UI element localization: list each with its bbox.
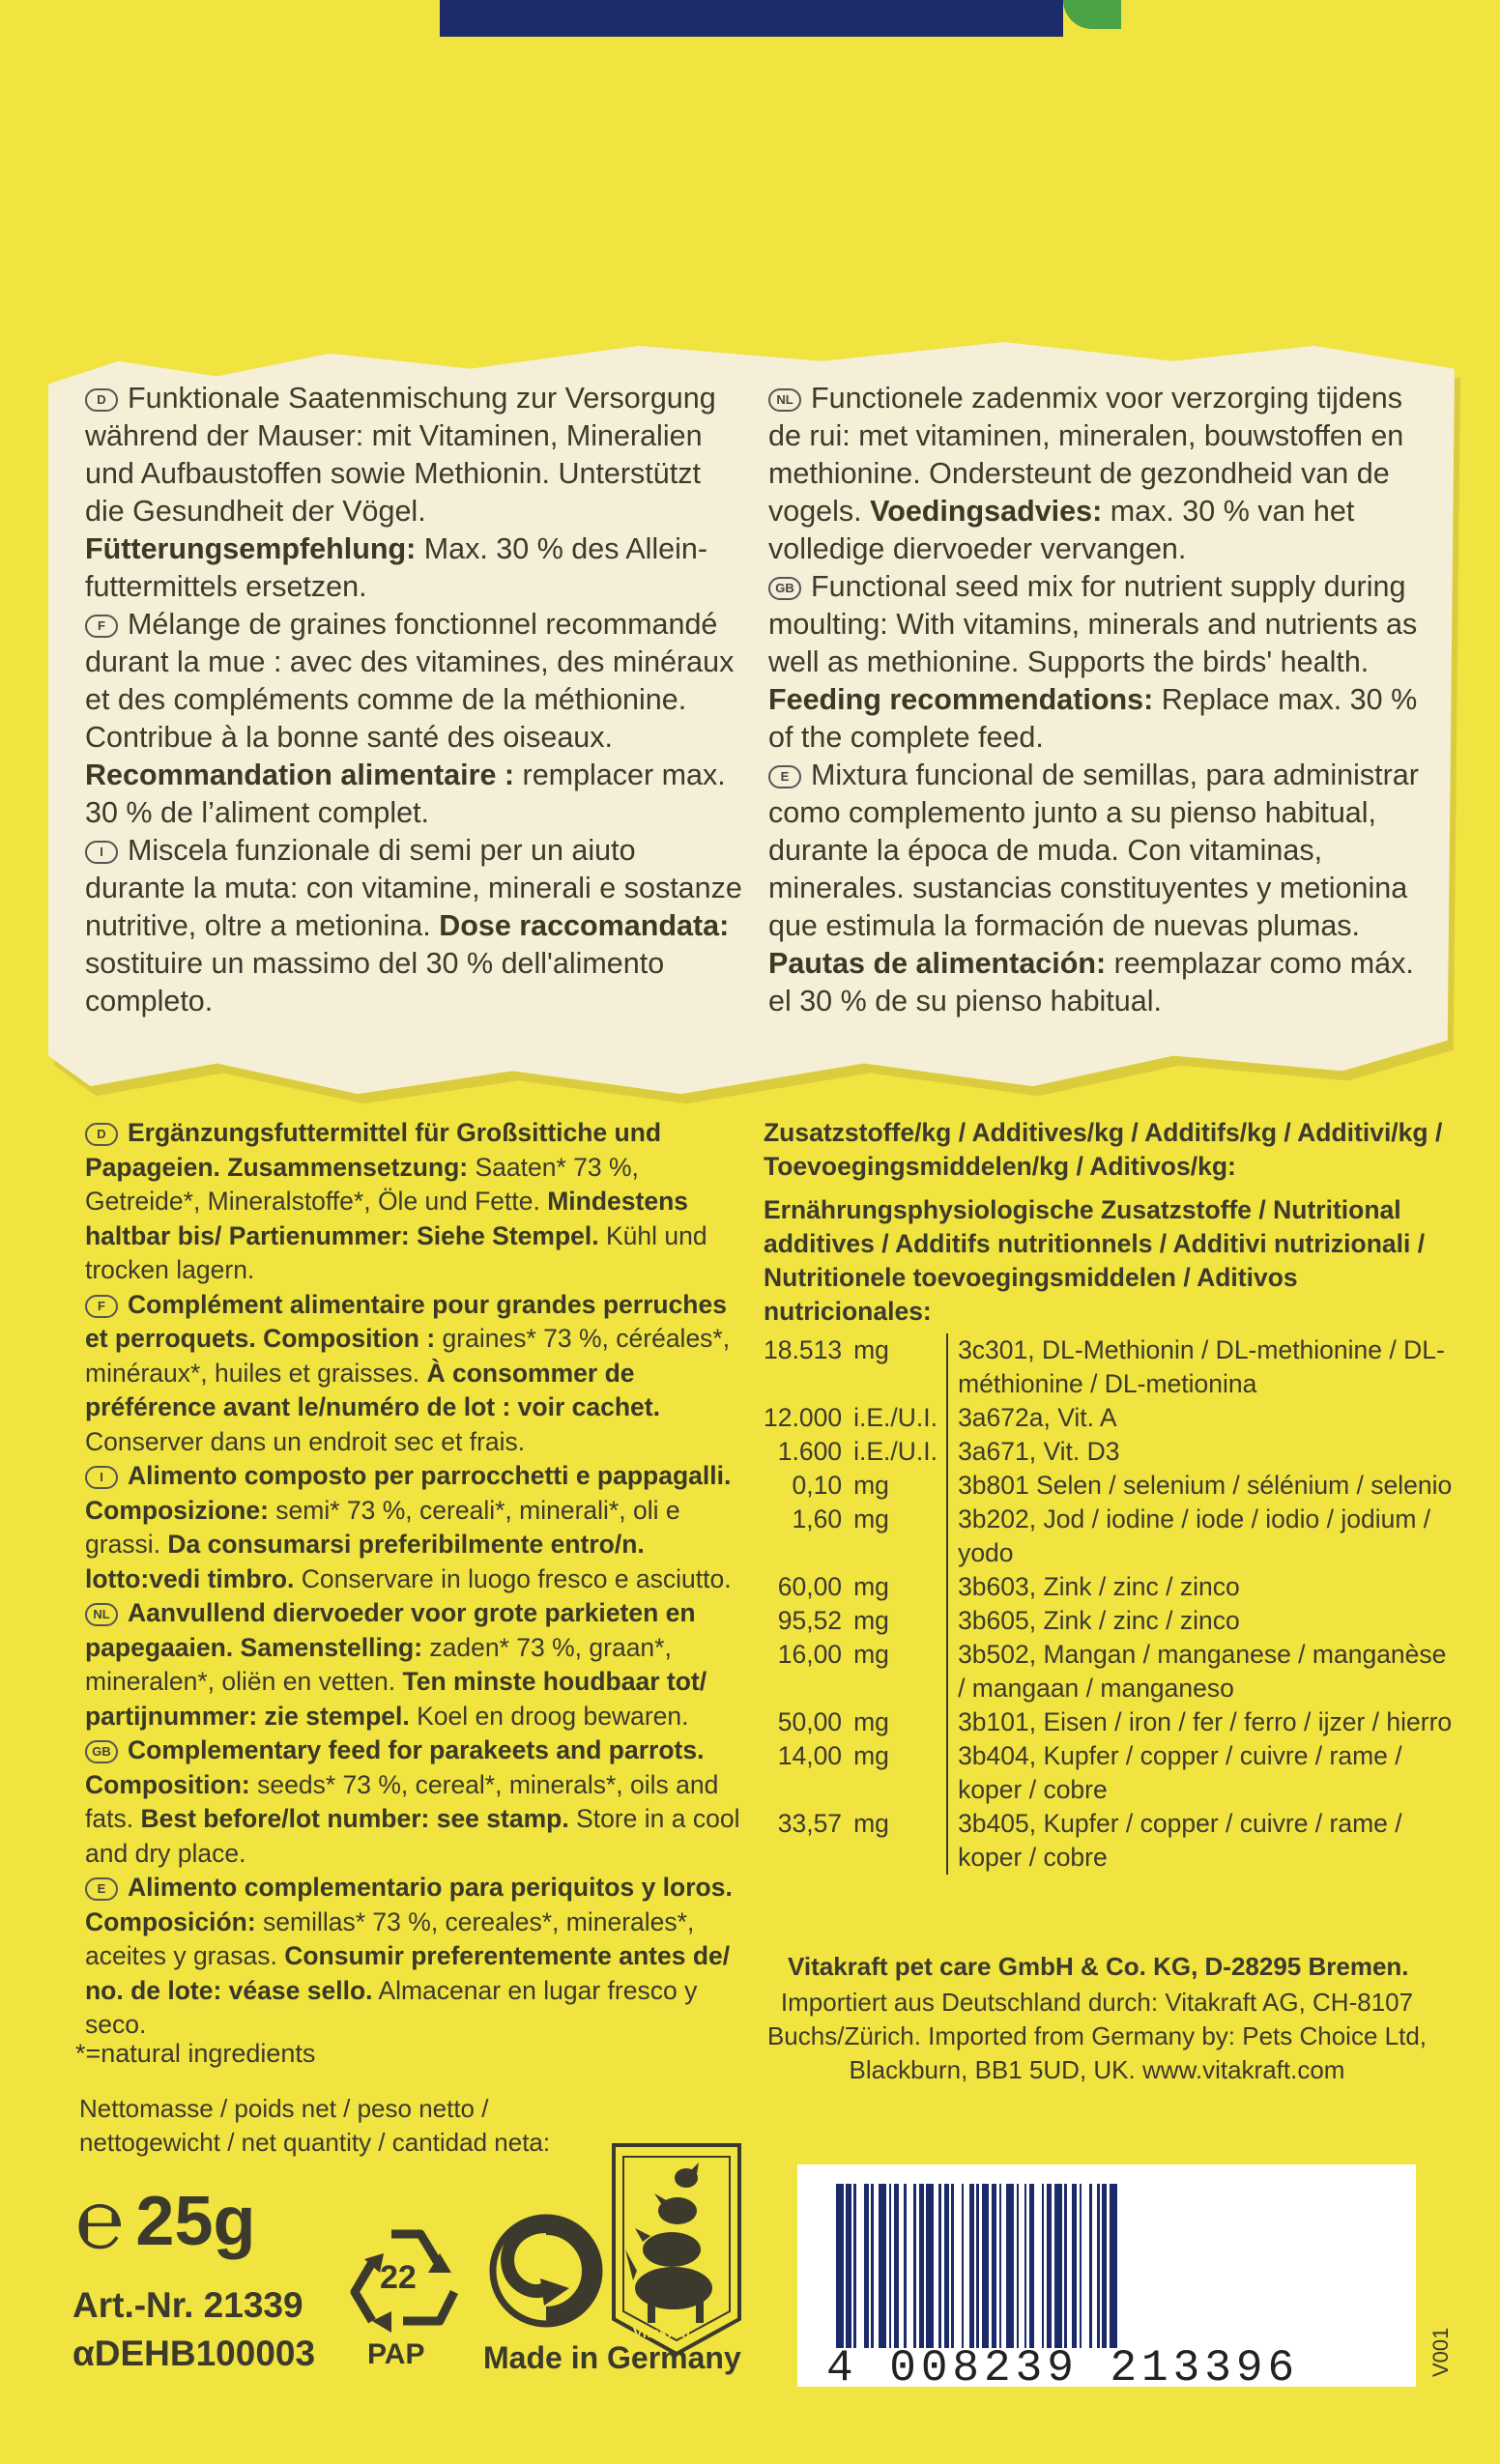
barcode-bar bbox=[1082, 2184, 1089, 2348]
comp-best-before: Mindestens haltbar bis/ Partienummer: Siehe Stempel. bbox=[85, 1187, 689, 1250]
barcode-bar bbox=[1006, 2184, 1014, 2348]
lang-badge: E bbox=[85, 1877, 118, 1901]
additive-desc: 3b605, Zink / zinc / zinco bbox=[958, 1606, 1240, 1635]
comp-storage: Store in a cool and dry place. bbox=[85, 1804, 740, 1868]
additive-num: 0,10 bbox=[792, 1471, 843, 1500]
net-weight bbox=[75, 2174, 256, 2268]
barcode-bar bbox=[836, 2184, 844, 2348]
natural-note: *=natural ingredients bbox=[75, 2039, 316, 2068]
lang-badge: NL bbox=[85, 1603, 118, 1626]
additive-unit: mg bbox=[848, 1469, 947, 1503]
comp-title: Complementary feed for parakeets and parrots. Composition: bbox=[85, 1735, 705, 1799]
barcode-bar bbox=[982, 2184, 990, 2348]
paper-entry-nl bbox=[768, 380, 1421, 568]
entry-text: Functional seed mix for nutrient supply during moulting: With vitamins, minerals and nutrients as well as methionine. Supports the birds' health. bbox=[768, 570, 1418, 678]
net-value: 25g bbox=[135, 2182, 256, 2260]
lang-badge: GB bbox=[85, 1740, 118, 1763]
additive-desc: 3b603, Zink / zinc / zinco bbox=[958, 1572, 1240, 1601]
additive-desc: 3b502, Mangan / manganese / manganèse / mangaan / manganeso bbox=[958, 1640, 1447, 1703]
lang-badge: F bbox=[85, 1295, 118, 1318]
additive-num: 60,00 bbox=[777, 1572, 843, 1601]
additive-unit: i.E./U.I. bbox=[848, 1435, 947, 1469]
additive-unit: mg bbox=[848, 1333, 947, 1401]
additive-unit: mg bbox=[848, 1570, 947, 1604]
composition-column bbox=[85, 1116, 742, 2043]
additive-row bbox=[764, 1435, 1459, 1469]
paper-entry-e bbox=[768, 757, 1421, 1020]
pap-number: 22 bbox=[380, 2259, 417, 2296]
lang-badge: D bbox=[85, 388, 118, 412]
net-label: Nettomasse / poids net / peso netto / nettogewicht / net quantity / cantidad neta: bbox=[79, 2094, 551, 2157]
lang-badge: F bbox=[85, 615, 118, 638]
additive-num: 1.600 bbox=[777, 1437, 843, 1466]
composition-d bbox=[85, 1116, 742, 1288]
additives-table bbox=[764, 1333, 1459, 1875]
additive-num: 1,60 bbox=[792, 1504, 843, 1533]
entry-text: Miscela funzionale di semi per un aiuto durante la muta: con vitamine, minerali e sostanze nutritive, oltre a metionina. bbox=[85, 834, 742, 942]
additive-num: 95,52 bbox=[777, 1606, 843, 1635]
comp-best-before: À consommer de préférence avant le/numéro de lot : voir cachet. bbox=[85, 1358, 660, 1421]
rec-text: remplacer max. 30 % de l’aliment complet. bbox=[85, 759, 726, 829]
article-number: Art.-Nr. 21339 bbox=[72, 2285, 303, 2325]
additive-desc: 3b202, Jod / iodine / iode / iodio / jodium / yodo bbox=[958, 1504, 1431, 1567]
comp-storage: Koel en droog bewaren. bbox=[409, 1701, 689, 1731]
paper-entry-gb bbox=[768, 568, 1421, 757]
barcode-bar bbox=[1034, 2184, 1042, 2348]
top-green-accent bbox=[1063, 0, 1121, 29]
additive-row bbox=[764, 1739, 1459, 1807]
additive-row bbox=[764, 1705, 1459, 1739]
additive-num: 33,57 bbox=[777, 1809, 843, 1838]
additive-desc: 3b404, Kupfer / copper / cuivre / rame / koper / cobre bbox=[958, 1741, 1402, 1804]
comp-title: Ergänzungsfuttermittel für Großsittiche und Papageien. Zusammensetzung: bbox=[85, 1118, 662, 1182]
comp-best-before: Da consumarsi preferibilmente entro/n. lotto:vedi timbro. bbox=[85, 1530, 645, 1593]
comp-ingredients: seeds* 73 %, cereal*, minerals*, oils and fats. bbox=[85, 1769, 719, 1833]
comp-title: Alimento complementario para periquitos y loros. Composición: bbox=[85, 1873, 733, 1936]
lang-badge: GB bbox=[768, 577, 801, 600]
made-in-germany: Made in Germany bbox=[483, 2340, 741, 2375]
lang-badge: NL bbox=[768, 388, 801, 412]
version-code: V001 bbox=[1428, 2327, 1453, 2377]
additive-unit: mg bbox=[848, 1638, 947, 1705]
barcode-bar bbox=[1110, 2184, 1117, 2348]
composition-gb bbox=[85, 1733, 742, 1871]
comp-title: Complément alimentaire pour grandes perruches et perroquets. Composition : bbox=[85, 1289, 727, 1353]
comp-title: Alimento composto per parrocchetti e pappagalli. Composizione: bbox=[85, 1461, 732, 1525]
additive-desc: 3b405, Kupfer / copper / cuivre / rame / koper / cobre bbox=[958, 1809, 1402, 1872]
additive-row bbox=[764, 1638, 1459, 1705]
comp-storage: Almacenar en lugar fresco y seco. bbox=[85, 1975, 698, 2039]
comp-best-before: Best before/lot number: see stamp. bbox=[140, 1804, 569, 1833]
comp-best-before: Ten minste houdbaar tot/ partijnummer: zie stempel. bbox=[85, 1667, 707, 1731]
importer-text: Importiert aus Deutschland durch: Vitakraft AG, CH-8107 Buchs/Zürich. Imported from Germany by: Pets Choice Ltd, Blackburn, BB1 5UD, UK. www.vitakraft.com bbox=[766, 1988, 1428, 2084]
composition-f bbox=[85, 1288, 742, 1460]
nutritional-header: Ernährungsphysiologische Zusatzstoffe / Nutritional additives / Additifs nutritionnels / Additivi nutrizionali / Nutritionele toevoegingsmiddelen / Aditivos nutricionales: bbox=[764, 1195, 1426, 1326]
paper-left-column bbox=[85, 380, 742, 1020]
rec-text: max. 30 % van het volledige diervoeder vervangen. bbox=[768, 495, 1355, 565]
barcode-bar bbox=[1117, 2184, 1120, 2348]
additive-unit: mg bbox=[848, 1807, 947, 1875]
rec-label: Voedingsadvies: bbox=[870, 495, 1103, 528]
rec-text: reemplazar como máx. el 30 % de su pienso habitual. bbox=[768, 947, 1414, 1017]
composition-e bbox=[85, 1871, 742, 2043]
rec-text: Max. 30 % des Alleinfuttermittels ersetzen. bbox=[85, 532, 708, 603]
estimated-sign-icon: ℮ bbox=[75, 2176, 125, 2266]
additive-unit: mg bbox=[848, 1705, 947, 1739]
entry-text: Mélange de graines fonctionnel recommandé durant la mue : avec des vitamines, des minéraux et des compléments comme de la méthionine. Contribue à la bonne santé des oiseaux. bbox=[85, 608, 735, 754]
additive-row bbox=[764, 1570, 1459, 1604]
rec-label: Recommandation alimentaire : bbox=[85, 759, 515, 791]
comp-storage: Kühl und trocken lagern. bbox=[85, 1220, 707, 1284]
additive-num: 18.513 bbox=[764, 1335, 843, 1364]
lang-badge: E bbox=[768, 765, 801, 788]
comp-title: Aanvullend diervoeder voor grote parkieten en papegaaien. Samenstelling: bbox=[85, 1598, 696, 1662]
additive-num: 12.000 bbox=[764, 1403, 843, 1432]
lang-badge: D bbox=[85, 1123, 118, 1146]
comp-storage: Conservare in luogo fresco e asciutto. bbox=[294, 1563, 732, 1593]
additive-row bbox=[764, 1401, 1459, 1435]
barcode-bar bbox=[1054, 2184, 1062, 2348]
additive-num: 16,00 bbox=[777, 1640, 843, 1669]
barcode-bar bbox=[907, 2184, 914, 2348]
top-navy-band bbox=[440, 0, 1063, 37]
additive-row bbox=[764, 1469, 1459, 1503]
barcode-digits: 4 008239 213396 bbox=[826, 2343, 1300, 2393]
comp-ingredients: semi* 73 %, cereali*, minerali*, oli e grassi. bbox=[85, 1495, 680, 1559]
paper-entry-i bbox=[85, 832, 742, 1020]
green-dot-icon bbox=[488, 2213, 604, 2329]
additive-unit: i.E./U.I. bbox=[848, 1401, 947, 1435]
comp-best-before: Consumir preferentemente antes de/ no. de lote: véase sello. bbox=[85, 1941, 731, 2005]
bremen-seal-icon bbox=[604, 2135, 749, 2358]
additive-unit: mg bbox=[848, 1604, 947, 1638]
paper-entry-f bbox=[85, 606, 742, 832]
additive-num: 50,00 bbox=[777, 1707, 843, 1736]
additive-num: 14,00 bbox=[777, 1741, 843, 1770]
lang-badge: I bbox=[85, 1466, 118, 1489]
additive-desc: 3a671, Vit. D3 bbox=[958, 1437, 1120, 1466]
additive-unit: mg bbox=[848, 1503, 947, 1570]
lang-badge: I bbox=[85, 841, 118, 864]
additive-unit: mg bbox=[848, 1739, 947, 1807]
company-line: Vitakraft pet care GmbH & Co. KG, D-28295 Bremen. bbox=[788, 1952, 1409, 1981]
composition-i bbox=[85, 1459, 742, 1596]
additive-desc: 3b101, Eisen / iron / fer / ferro / ijzer / hierro bbox=[958, 1707, 1453, 1736]
additive-desc: 3b801 Selen / selenium / sélénium / selenio bbox=[958, 1471, 1453, 1500]
comp-ingredients: graines* 73 %, céréales*, minéraux*, huiles et graisses. bbox=[85, 1324, 731, 1388]
additives-header: Zusatzstoffe/kg / Additives/kg / Additifs/kg / Additivi/kg / Toevoegingsmiddelen/kg / Aditivos/kg: bbox=[764, 1118, 1443, 1181]
barcode-bar bbox=[926, 2184, 934, 2348]
additive-desc: 3a672a, Vit. A bbox=[958, 1403, 1117, 1432]
paper-entry-d bbox=[85, 380, 742, 606]
entry-text: Funktionale Saatenmischung zur Versorgung während der Mauser: mit Vitaminen, Mineralien und Aufbaustoffen sowie Methionin. Unterstützt die Gesundheit der Vögel. bbox=[85, 382, 716, 528]
comp-ingredients: Saaten* 73 %, Getreide*, Mineralstoffe*, Öle und Fette. bbox=[85, 1152, 639, 1216]
barcode bbox=[797, 2164, 1416, 2393]
seal-brand-name: Vitakraft bbox=[633, 2325, 691, 2341]
rec-label: Fütterungsempfehlung: bbox=[85, 532, 417, 565]
rec-text: Replace max. 30 % of the complete feed. bbox=[768, 683, 1418, 754]
additive-row bbox=[764, 1503, 1459, 1570]
rec-text: sostituire un massimo del 30 % dell'alimento completo. bbox=[85, 947, 665, 1017]
comp-ingredients: semillas* 73 %, cereales*, minerales*, aceites y grasas. bbox=[85, 1906, 695, 1970]
additive-row bbox=[764, 1333, 1459, 1401]
rec-label: Feeding recommendations: bbox=[768, 683, 1154, 716]
batch-code: αDEHB100003 bbox=[72, 2334, 316, 2373]
additive-desc: 3c301, DL-Methionin / DL-methionine / DL-méthionine / DL-metionina bbox=[958, 1335, 1445, 1398]
entry-text: Mixtura funcional de semillas, para administrar como complemento junto a su pienso habitual, durante la época de muda. Con vitaminas, minerales. sustancias constituyentes y metionina que estimula la formación de nuevas plumas. bbox=[768, 759, 1419, 942]
entry-text: Functionele zadenmix voor verzorging tijdens de rui: met vitaminen, mineralen, bouwstoffen en methionine. Ondersteunt de gezondheid van de vogels. bbox=[768, 382, 1404, 528]
comp-storage: Conserver dans un endroit sec et frais. bbox=[85, 1426, 526, 1456]
barcode-bar bbox=[856, 2184, 864, 2348]
additive-row bbox=[764, 1604, 1459, 1638]
paper-right-column bbox=[768, 380, 1421, 1020]
pap-label: PAP bbox=[367, 2338, 425, 2370]
composition-nl bbox=[85, 1596, 742, 1733]
additive-row bbox=[764, 1807, 1459, 1875]
barcode-bar bbox=[954, 2184, 962, 2348]
barcode-bars bbox=[836, 2184, 1377, 2348]
barcode-bar bbox=[879, 2184, 886, 2348]
rec-label: Pautas de alimentación: bbox=[768, 947, 1107, 980]
rec-label: Dose raccomandata: bbox=[439, 909, 730, 942]
comp-ingredients: zaden* 73 %, graan*, mineralen*, oliën en vetten. bbox=[85, 1632, 672, 1696]
